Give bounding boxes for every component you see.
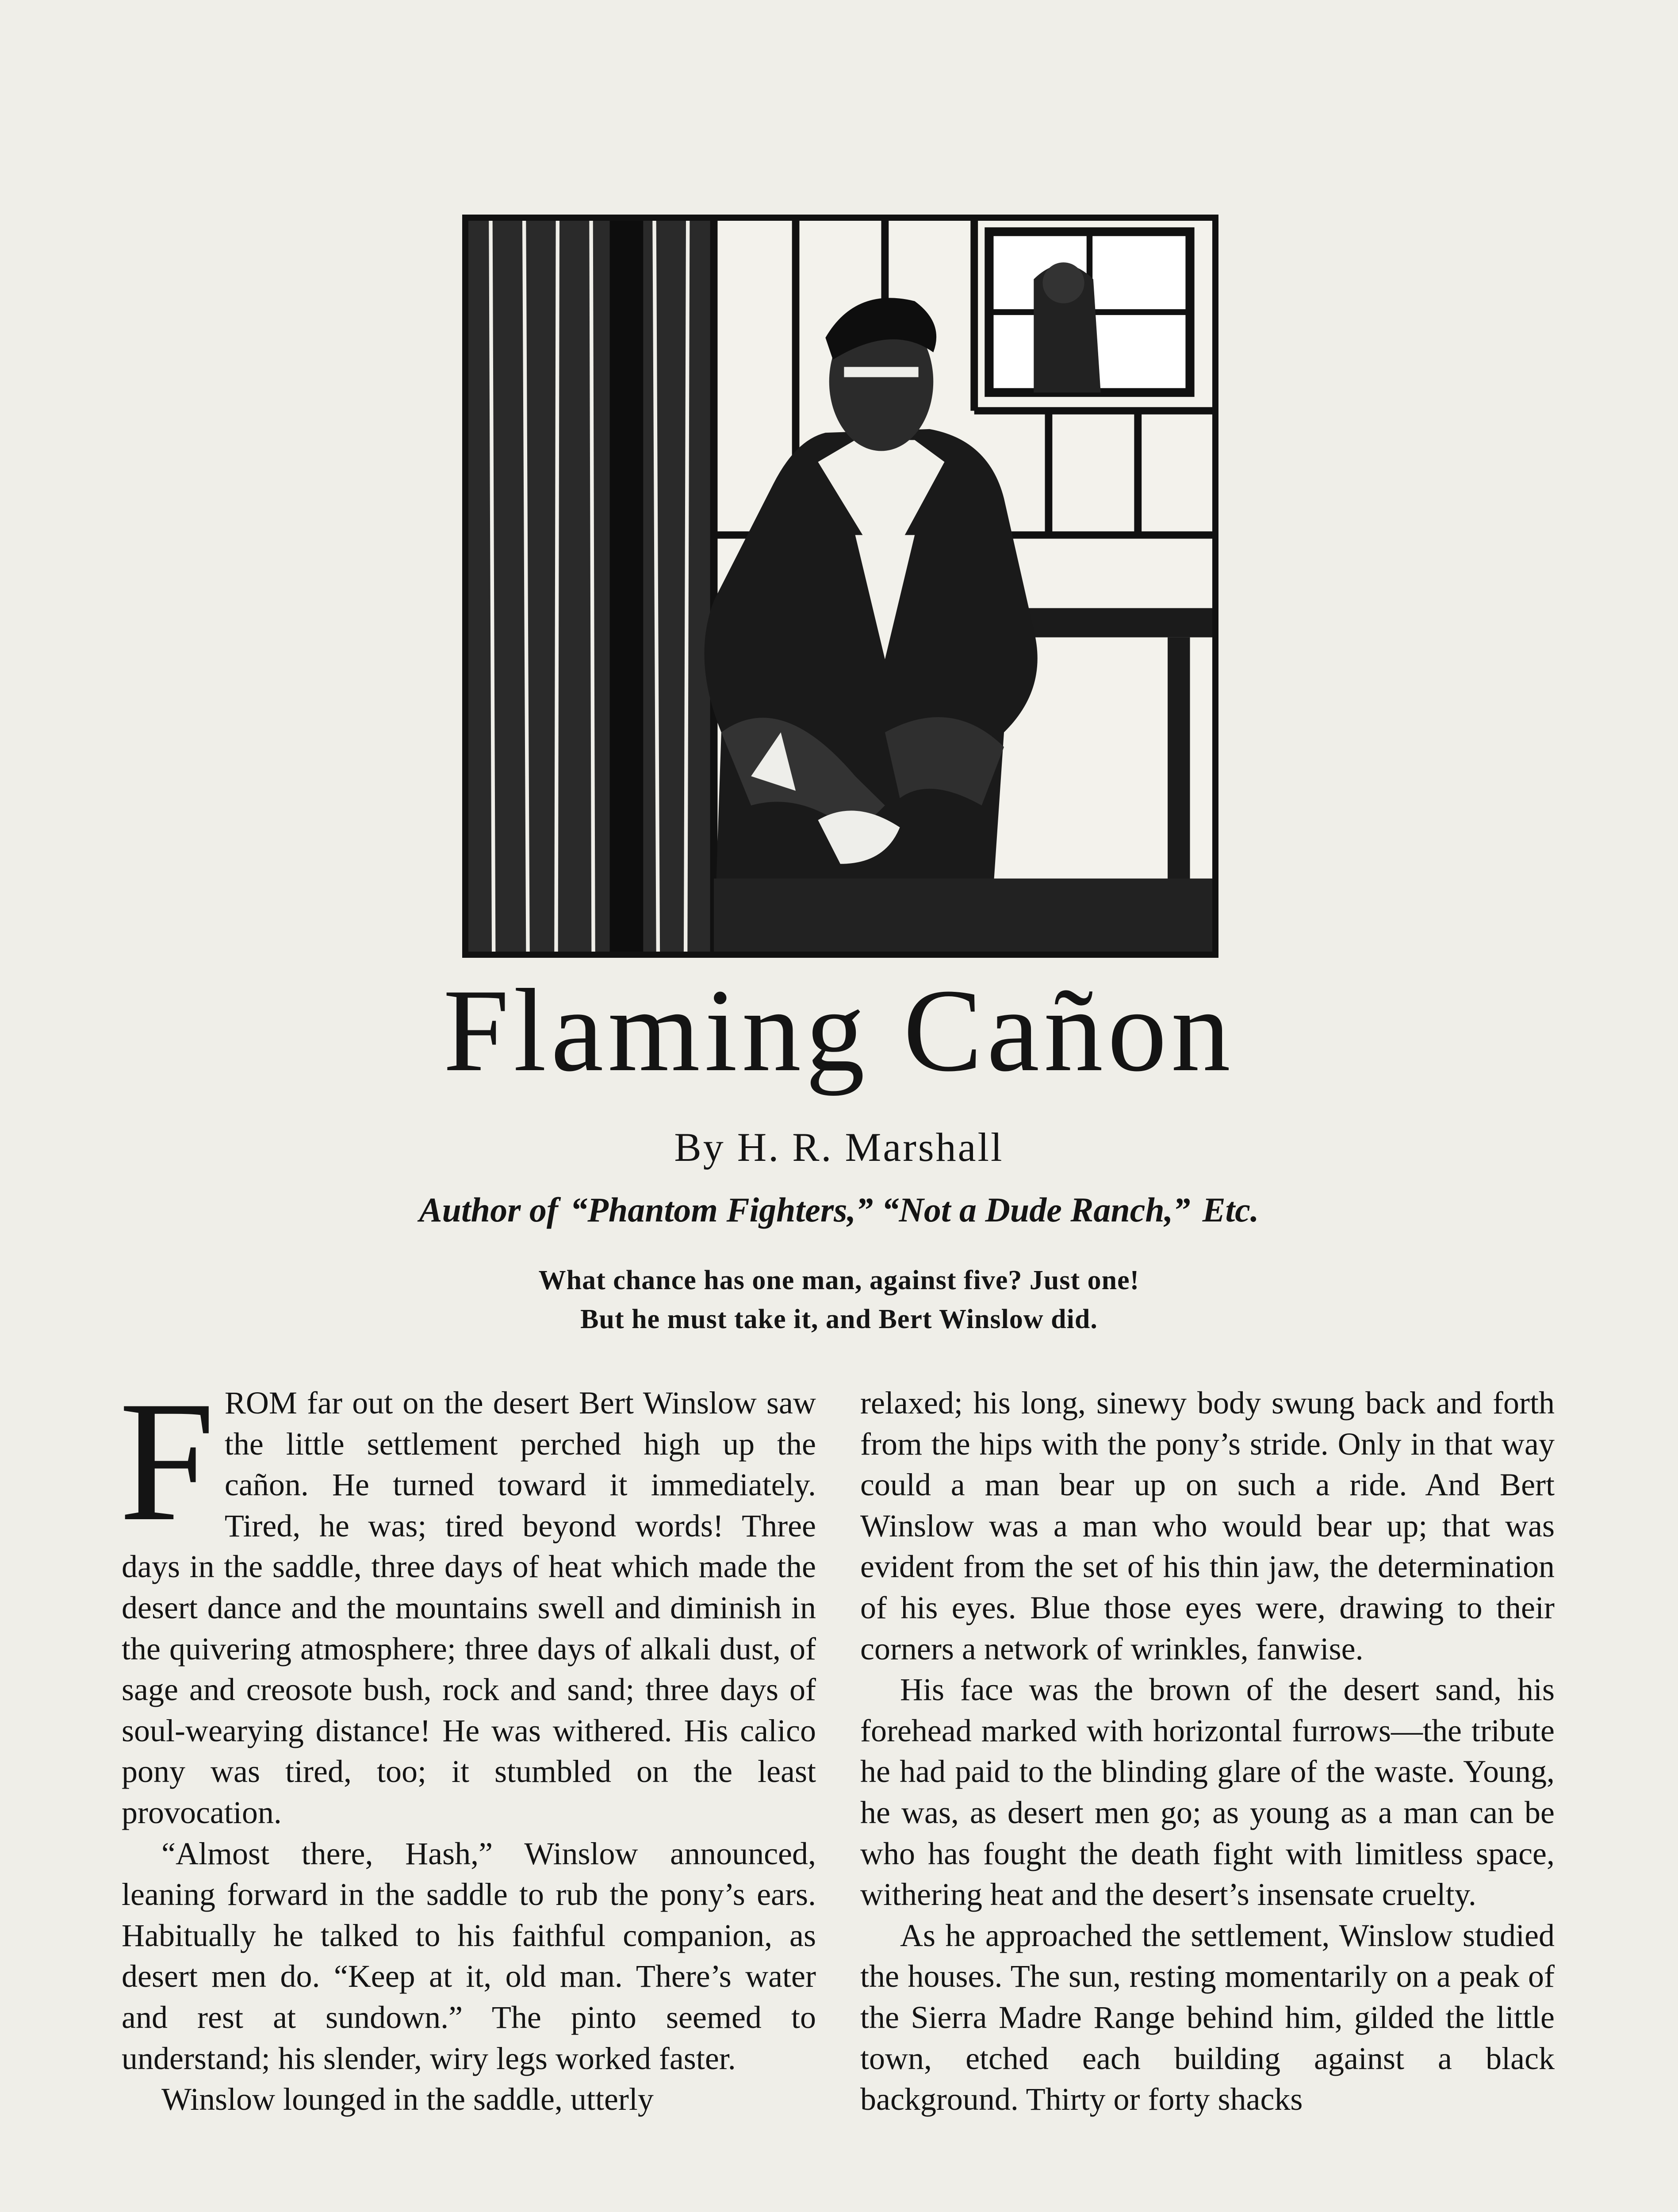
story-illustration: [462, 215, 1218, 958]
paragraph-text: ROM far out on the desert Bert Winslow saw the little settlement perched high up the cañon. He turned toward it immediately. Tired, he was; tired beyond words! Three days in the saddle, three days of heat which made the desert dance and the mountains swell and diminish in the quivering atmosphere; three days of alkali dust, of sage and creosote bush, rock and sand; three days of soul-wearying distance! He was withered. His calico pony was tired, too; it stumbled on the least provocation.: [122, 1385, 816, 1830]
credit-suffix: Etc.: [1202, 1190, 1259, 1229]
text-column-left: [119, 1366, 816, 2120]
paragraph: relaxed; his long, sinewy body swung back and forth from the hips with the pony’s stride. Only in that way could a man bear up on such a ride. And Bert Winslow was a man who would bear up; that was evident from the set of his thin jaw, the determination of his eyes. Blue those eyes were, drawing to their corners a network of wrinkles, fanwise.: [860, 1385, 1555, 1667]
drop-cap: F: [119, 1366, 215, 1557]
illustration-drawing: [468, 221, 1212, 952]
story-blurb: [0, 1261, 1678, 1339]
author-credits: [0, 1190, 1678, 1230]
blurb-line: But he must take it, and Bert Winslow did.: [580, 1304, 1098, 1334]
paragraph: His face was the brown of the desert sand, his forehead marked with horizontal furrows—the tribute he had paid to the blinding glare of the waste. Young, he was, as desert men go; as young as a man can be who has fought the death fight with limitless space, withering heat and the desert’s insensate cruelty.: [860, 1672, 1555, 1912]
paragraph: [119, 1366, 816, 1833]
credit-works: “Phantom Fighters,” “Not a Dude Ranch,”: [570, 1190, 1191, 1229]
story-title: Flaming Cañon: [443, 964, 1235, 1096]
byline: By H. R. Marshall: [674, 1125, 1004, 1170]
credit-prefix: Author of: [419, 1190, 558, 1229]
paragraph: As he approached the settlement, Winslow studied the houses. The sun, resting momentarily on a peak of the Sierra Madre Range behind him, gilded the little town, etched each building against a black background. Thirty or forty shacks: [860, 1917, 1555, 2117]
paragraph: “Almost there, Hash,” Winslow announced, leaning forward in the saddle to rub the pony’s ears. Habitually he talked to his faithful companion, as desert men do. “Keep at it, old man. There’s water and rest at sundown.” The pinto seemed to understand; his slender, wiry legs worked faster.: [122, 1836, 816, 2076]
paragraph: Winslow lounged in the saddle, utterly: [161, 2081, 654, 2117]
blurb-line: What chance has one man, against five? Just one!: [538, 1265, 1140, 1295]
text-column-right: [860, 1382, 1555, 2120]
